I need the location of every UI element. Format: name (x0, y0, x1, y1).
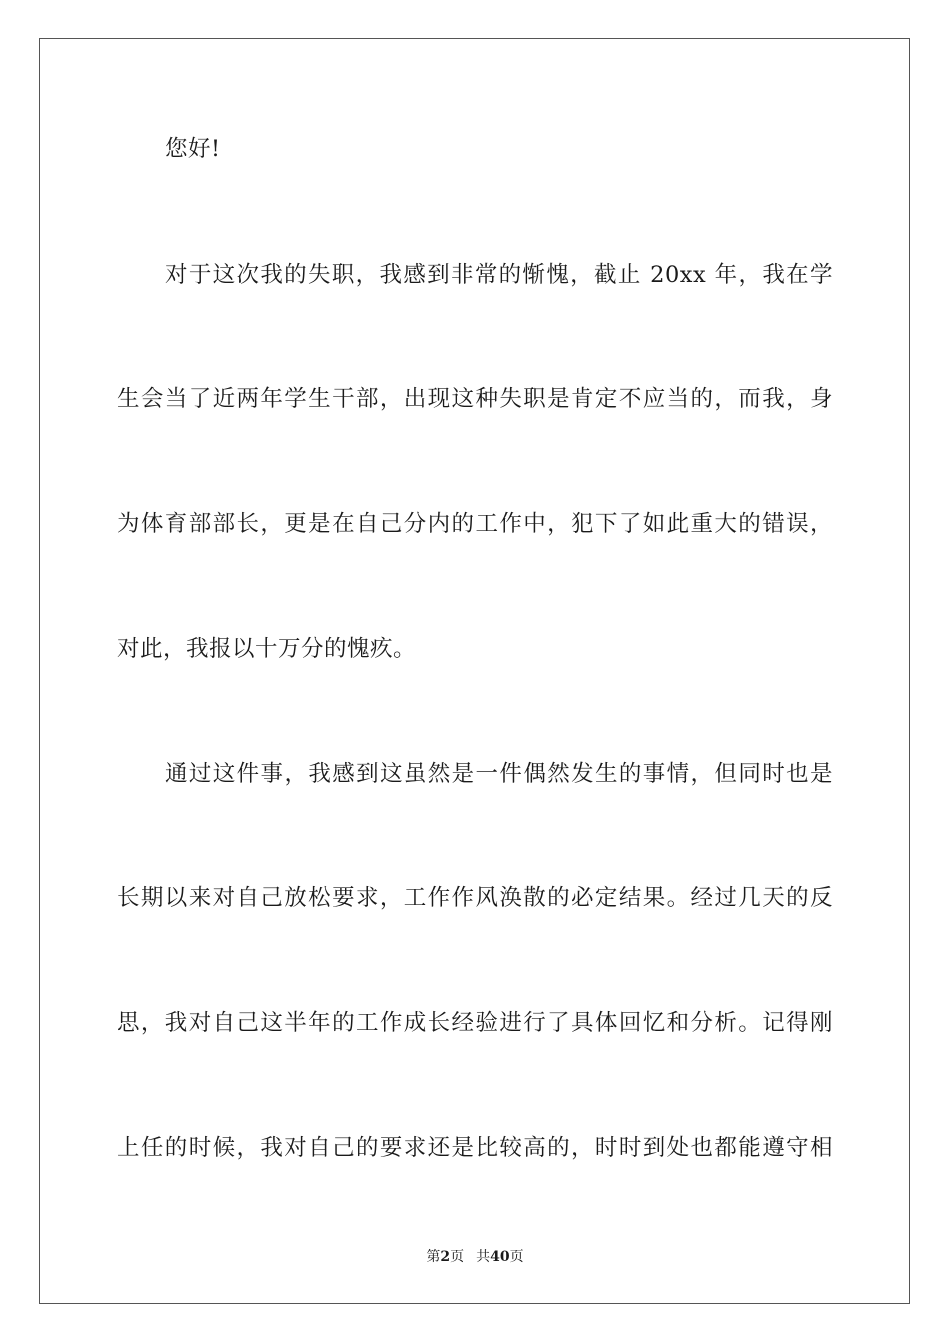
greeting-line: 您好! (165, 136, 221, 162)
paragraph-1-line-1: 对于这次我的失职，我感到非常的惭愧，截止 20xx 年，我在学 (165, 262, 833, 288)
current-page-number: 2 (440, 1249, 451, 1265)
page-prefix: 第 (426, 1249, 441, 1265)
page-footer (0, 1248, 950, 1266)
page-border (39, 38, 910, 1304)
paragraph-1-line-4: 对此，我报以十万分的愧疚。 (117, 636, 417, 662)
paragraph-2-line-2: 长期以来对自己放松要求，工作作风涣散的必定结果。经过几天的反 (117, 885, 833, 911)
paragraph-1-line-2: 生会当了近两年学生干部，出现这种失职是肯定不应当的，而我，身 (117, 386, 833, 412)
paragraph-2-line-1: 通过这件事，我感到这虽然是一件偶然发生的事情，但同时也是 (165, 761, 833, 787)
total-prefix: 共 (476, 1249, 491, 1265)
paragraph-2-line-3: 思，我对自己这半年的工作成长经验进行了具体回忆和分析。记得刚 (117, 1010, 833, 1036)
paragraph-1-line-3: 为体育部部长，更是在自己分内的工作中，犯下了如此重大的错误， (117, 511, 833, 537)
total-page-count: 40 (490, 1249, 510, 1265)
total-suffix: 页 (509, 1249, 524, 1265)
page-suffix: 页 (450, 1249, 465, 1265)
paragraph-2-line-4: 上任的时候，我对自己的要求还是比较高的，时时到处也都能遵守相 (117, 1135, 833, 1161)
